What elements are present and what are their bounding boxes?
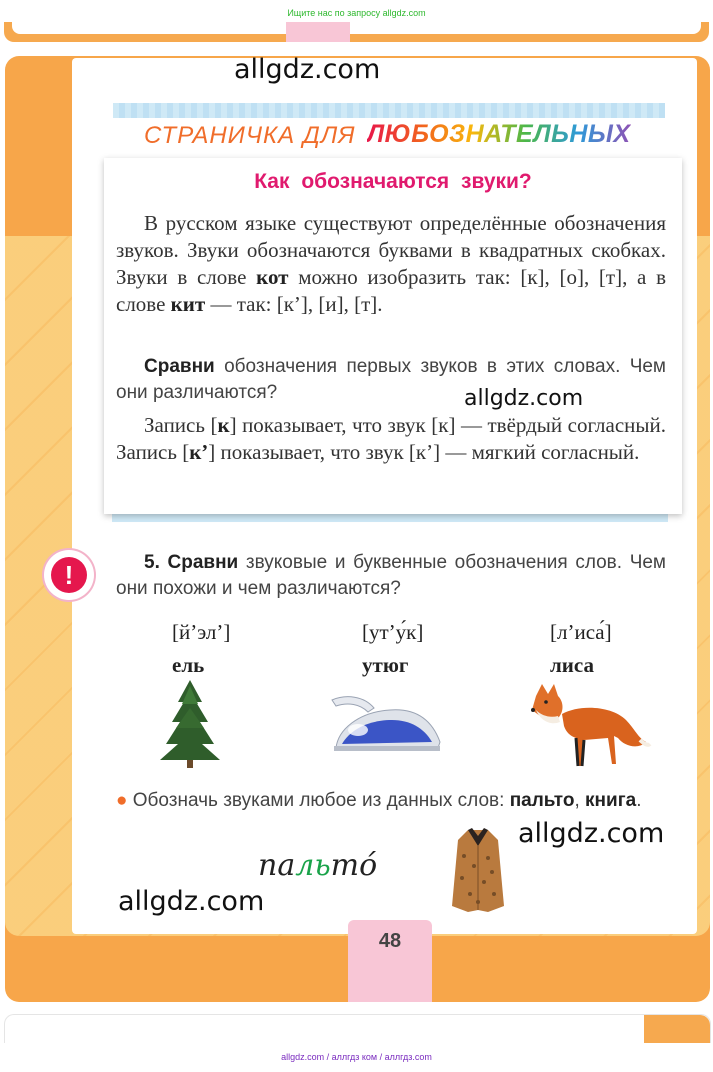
- word: лиса: [550, 653, 594, 677]
- transcription: [л’иса́]: [550, 620, 612, 644]
- previous-page-edge: [4, 22, 709, 42]
- word-fir: [172, 616, 230, 682]
- transcription: [ут’у́к]: [362, 620, 424, 644]
- fir-tree-image: [150, 678, 230, 770]
- section-header: [102, 118, 670, 158]
- attention-icon: !: [44, 550, 94, 600]
- page-number-tab: [348, 920, 432, 1002]
- transcription: [й’эл’]: [172, 620, 231, 644]
- watermark: allgdz.com: [234, 54, 381, 85]
- task-notate-sounds: ● Обозначь звуками любое из данных слов: пальто, книга.: [116, 790, 642, 811]
- watermark: allgdz.com: [464, 386, 584, 411]
- iron-image: [328, 690, 444, 754]
- handwritten-answer: пальто́: [258, 848, 378, 883]
- paragraph-hard-soft: Запись [к] показывает, что звук [к] — твёрдый согласный. Запись [к’] показывает, что звук [к’] — мягкий согласный.: [116, 413, 666, 464]
- next-page-edge: [4, 1014, 711, 1043]
- word-fox: [550, 616, 612, 682]
- paragraph-sound-notation: В русском языке существуют определённые обозначения звуков. Звуки обозначаются буквами в квадратных скобках. Звуки в слове кот можно изобразить так: [к], [о], [т], а в слове кит — так: [к’], [и], [т].: [116, 211, 666, 316]
- info-card: [104, 158, 682, 514]
- top-search-hint: Ищите нас по запросу allgdz.com: [287, 8, 426, 18]
- header-part-2: ЛЮБОЗНАТЕЛЬНЫХ: [367, 120, 631, 148]
- coat-image: [448, 826, 508, 914]
- word: утюг: [362, 653, 409, 677]
- word-iron: [362, 616, 423, 682]
- footer-links[interactable]: allgdz.com / аллгдз ком / аллгдз.com: [281, 1052, 432, 1062]
- page-number: 48: [378, 930, 402, 952]
- word: ель: [172, 653, 205, 677]
- watermark: allgdz.com: [118, 886, 265, 917]
- paragraph-compare: Сравни обозначения первых звуков в этих словах. Чем они различаются?: [116, 356, 666, 403]
- watermark: allgdz.com: [518, 818, 665, 849]
- header-part-1: СТРАНИЧКА ДЛЯ: [144, 122, 356, 149]
- fox-image: [528, 680, 652, 772]
- card-title: Как обозначаются звуки?: [254, 170, 532, 193]
- task-5-text: 5. Сравни звуковые и буквенные обозначения слов. Чем они похожи и чем различаются?: [116, 552, 666, 599]
